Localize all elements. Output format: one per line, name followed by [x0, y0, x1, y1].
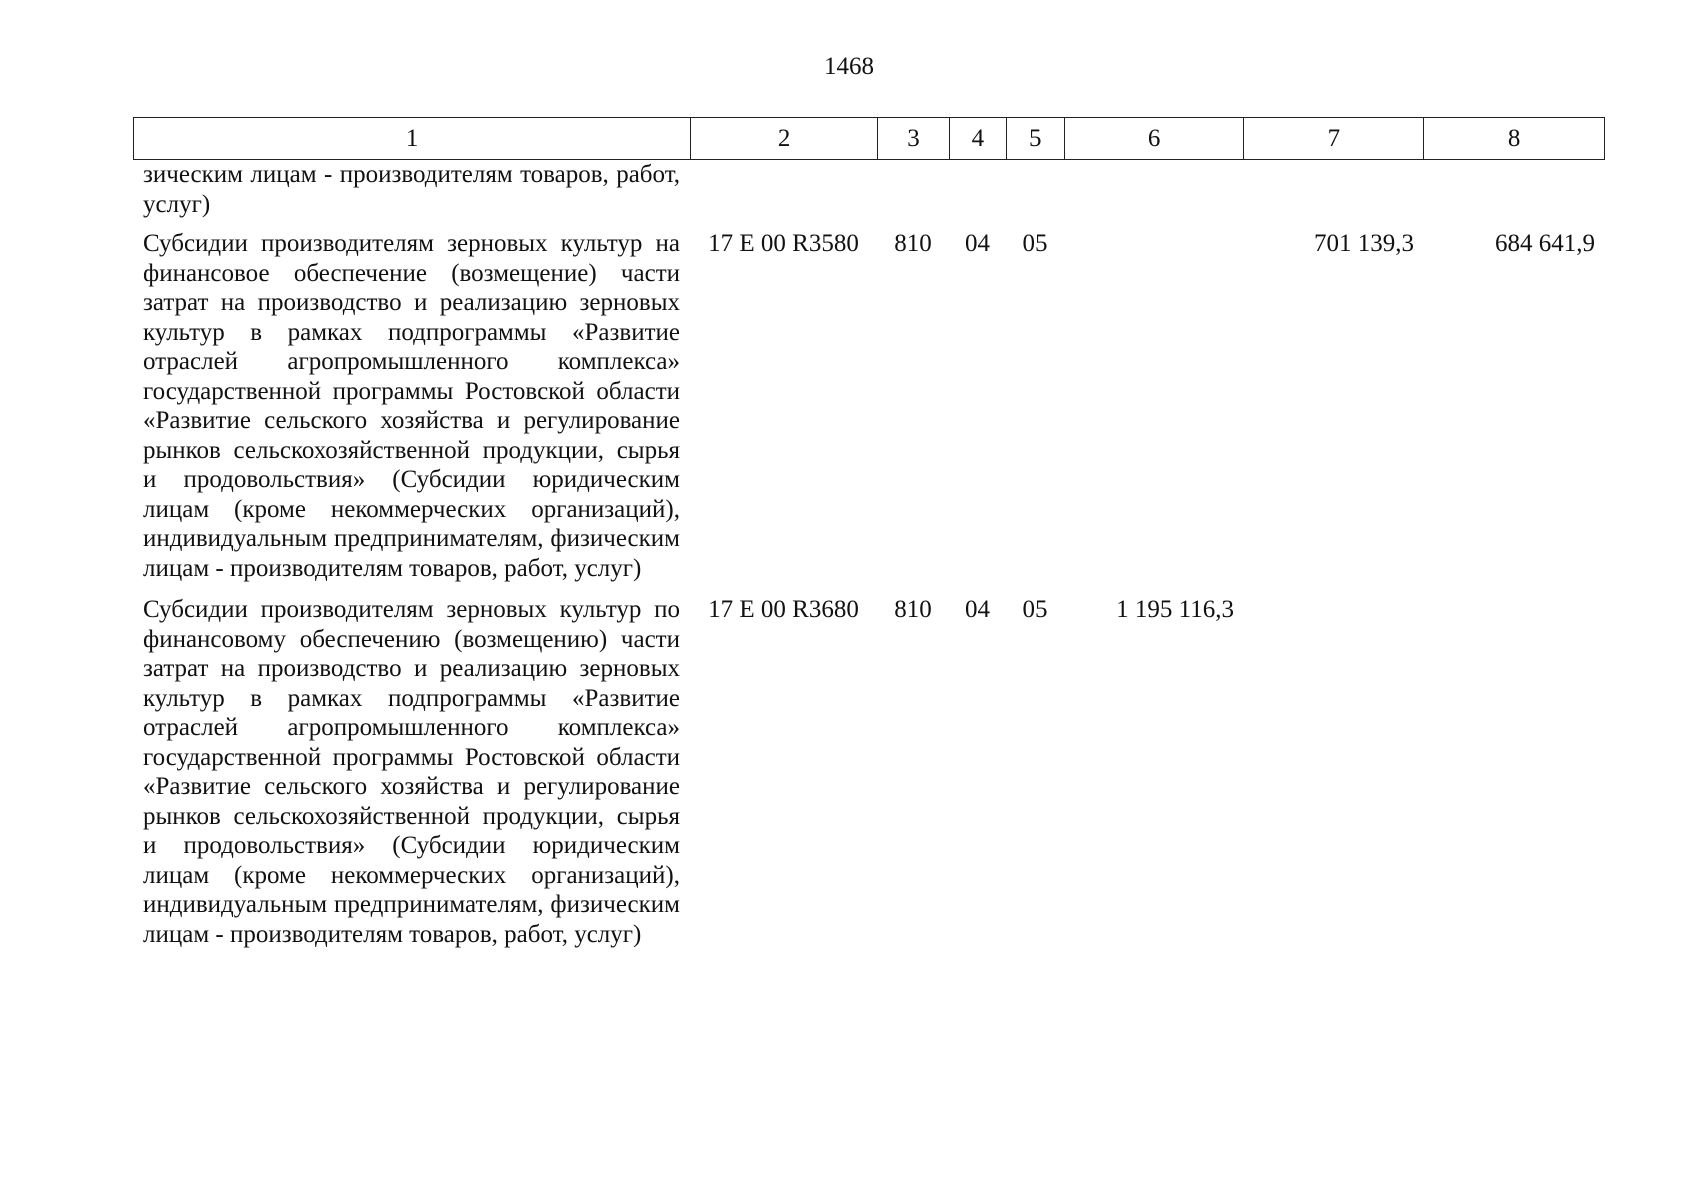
row-col-3: 810: [894, 596, 932, 623]
header-col-5: 5: [1006, 118, 1064, 159]
row-col-4: 04: [965, 596, 990, 623]
row-col-5: 05: [1022, 596, 1048, 623]
header-col-8: 8: [1423, 118, 1604, 159]
row-description: Субсидии производителям зерновых культур по финансовому обеспечению (возмещению) части затрат на производство и реализацию зерновых культур в рамках подпрограммы «Развитие отраслей агропромышленного комплекса» государственной программы Ростовской области «Развитие сельского хозяйства и регулирование рынков сельскохозяйственной продукции, сырья и продовольствия» (Субсидии юридическим лицам (кроме некоммерческих организаций), индивидуальным предпринимателям, физическим лицам - производителям товаров, работ, услуг): [143, 596, 680, 948]
row-code: 17 Е 00 R3680: [708, 596, 859, 623]
table-row: [133, 595, 1605, 949]
header-col-2: 2: [690, 118, 877, 159]
header-col-6: 6: [1064, 118, 1244, 159]
table-row: [133, 229, 1605, 583]
header-col-4: 4: [949, 118, 1006, 159]
row-col-5: 05: [1022, 230, 1048, 257]
row-col-3: 810: [894, 230, 932, 257]
row-col-4: 04: [965, 230, 990, 257]
row-amount-6: 1 195 116,3: [1116, 596, 1234, 623]
row-description: зическим лицам - производителям товаров, работ, услуг): [143, 161, 680, 218]
header-col-1: 1: [405, 124, 419, 152]
budget-table: [133, 117, 1605, 949]
header-col-3: 3: [877, 118, 949, 159]
row-description: Субсидии производителям зерновых культур на финансовое обеспечение (возмещение) части затрат на производство и реализацию зерновых культур в рамках подпрограммы «Развитие отраслей агропромышленного комплекса» государственной программы Ростовской области «Развитие сельского хозяйства и регулирование рынков сельскохозяйственной продукции, сырья и продовольствия» (Субсидии юридическим лицам (кроме некоммерческих организаций), индивидуальным предпринимателям, физическим лицам - производителям товаров, работ, услуг): [143, 230, 680, 582]
table-header-row: [133, 117, 1605, 160]
page-number: 1468: [824, 53, 874, 80]
row-amount-8: 684 641,9: [1495, 230, 1595, 257]
row-amount-7: 701 139,3: [1314, 230, 1414, 257]
row-code: 17 Е 00 R3580: [708, 230, 859, 257]
header-col-7: 7: [1243, 118, 1423, 159]
table-row: [133, 160, 1605, 219]
